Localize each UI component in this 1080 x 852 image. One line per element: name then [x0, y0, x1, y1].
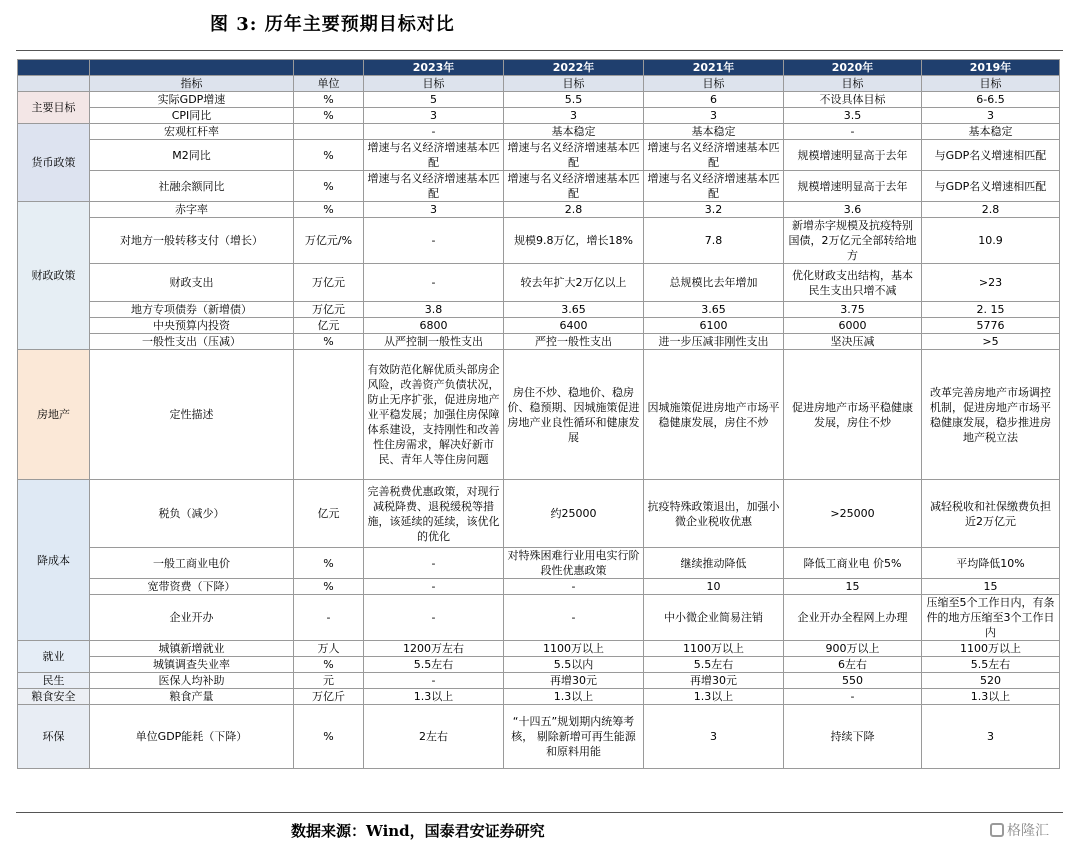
value-cell: 2.8 — [922, 202, 1060, 218]
header-blank — [18, 60, 90, 76]
indicator-cell: 社融余额同比 — [90, 171, 294, 202]
value-cell: 2左右 — [364, 705, 504, 769]
value-cell: 增速与名义经济增速基本匹配 — [364, 140, 504, 171]
value-cell: - — [504, 579, 644, 595]
value-cell: 与GDP名义增速相匹配 — [922, 140, 1060, 171]
value-cell: 中小微企业简易注销 — [644, 595, 784, 641]
indicator-cell: 单位GDP能耗（下降） — [90, 705, 294, 769]
value-cell: 规模增速明显高于去年 — [784, 140, 922, 171]
value-cell: 520 — [922, 673, 1060, 689]
indicator-cell: 医保人均补助 — [90, 673, 294, 689]
value-cell: 3.75 — [784, 302, 922, 318]
category-cell: 就业 — [18, 641, 90, 673]
value-cell: 抗疫特殊政策退出，加强小微企业税收优惠 — [644, 480, 784, 548]
indicator-cell: CPI同比 — [90, 108, 294, 124]
indicator-cell: 地方专项债券（新增债） — [90, 302, 294, 318]
unit-cell: 万亿斤 — [294, 689, 364, 705]
table-row — [18, 657, 1060, 673]
table-row — [18, 350, 1060, 480]
value-cell: 7.8 — [644, 218, 784, 264]
watermark — [990, 820, 1049, 840]
table-row — [18, 124, 1060, 140]
unit-cell: % — [294, 108, 364, 124]
indicator-cell: 宏观杠杆率 — [90, 124, 294, 140]
indicator-cell: 中央预算内投资 — [90, 318, 294, 334]
table-row — [18, 480, 1060, 548]
unit-cell: 万人 — [294, 641, 364, 657]
value-cell: 6000 — [784, 318, 922, 334]
value-cell: 3 — [644, 108, 784, 124]
value-cell: - — [784, 124, 922, 140]
unit-cell: % — [294, 579, 364, 595]
value-cell: 3 — [364, 108, 504, 124]
value-cell: 3.65 — [504, 302, 644, 318]
value-cell: >23 — [922, 264, 1060, 302]
indicator-cell: 赤字率 — [90, 202, 294, 218]
value-cell: 增速与名义经济增速基本匹配 — [644, 140, 784, 171]
value-cell: 3.8 — [364, 302, 504, 318]
value-cell: 3 — [504, 108, 644, 124]
value-cell: 3 — [644, 705, 784, 769]
header-target: 目标 — [922, 76, 1060, 92]
header-target: 目标 — [644, 76, 784, 92]
table-row — [18, 595, 1060, 641]
value-cell: 2.8 — [504, 202, 644, 218]
table-row — [18, 302, 1060, 318]
value-cell: 5776 — [922, 318, 1060, 334]
value-cell: 1100万以上 — [922, 641, 1060, 657]
indicator-cell: 城镇新增就业 — [90, 641, 294, 657]
value-cell: 2. 15 — [922, 302, 1060, 318]
value-cell: 3.5 — [784, 108, 922, 124]
value-cell: 1.3以上 — [922, 689, 1060, 705]
unit-cell: % — [294, 657, 364, 673]
value-cell: 5 — [364, 92, 504, 108]
category-cell: 房地产 — [18, 350, 90, 480]
table-row — [18, 108, 1060, 124]
value-cell: 降低工商业电 价5% — [784, 548, 922, 579]
indicator-cell: 税负（减少） — [90, 480, 294, 548]
unit-cell: % — [294, 92, 364, 108]
unit-cell — [294, 350, 364, 480]
table-row — [18, 334, 1060, 350]
value-cell: 3 — [922, 108, 1060, 124]
category-cell: 民生 — [18, 673, 90, 689]
value-cell: 10.9 — [922, 218, 1060, 264]
category-cell: 粮食安全 — [18, 689, 90, 705]
value-cell: 再增30元 — [644, 673, 784, 689]
value-cell: 3.65 — [644, 302, 784, 318]
table-row — [18, 140, 1060, 171]
value-cell: 不设具体目标 — [784, 92, 922, 108]
indicator-cell: 实际GDP增速 — [90, 92, 294, 108]
value-cell: 1200万左右 — [364, 641, 504, 657]
unit-cell: % — [294, 548, 364, 579]
value-cell: 总规模比去年增加 — [644, 264, 784, 302]
value-cell: 增速与名义经济增速基本匹配 — [644, 171, 784, 202]
value-cell: 规模9.8万亿，增长18% — [504, 218, 644, 264]
category-cell: 财政政策 — [18, 202, 90, 350]
value-cell: 6-6.5 — [922, 92, 1060, 108]
value-cell: 15 — [784, 579, 922, 595]
value-cell: - — [364, 673, 504, 689]
value-cell: - — [364, 579, 504, 595]
value-cell: 5.5左右 — [922, 657, 1060, 673]
category-cell: 货币政策 — [18, 124, 90, 202]
value-cell: 新增赤字规模及抗疫特别国债，2万亿元全部转给地方 — [784, 218, 922, 264]
value-cell: 1100万以上 — [504, 641, 644, 657]
unit-cell — [294, 124, 364, 140]
value-cell: 6左右 — [784, 657, 922, 673]
value-cell: 房住不炒、稳地价、稳房价、稳预期、因城施策促进房地产业良性循环和健康发展 — [504, 350, 644, 480]
indicator-cell: 一般工商业电价 — [90, 548, 294, 579]
value-cell: 1100万以上 — [644, 641, 784, 657]
value-cell: >25000 — [784, 480, 922, 548]
value-cell: 6400 — [504, 318, 644, 334]
table-row — [18, 689, 1060, 705]
value-cell: 继续推动降低 — [644, 548, 784, 579]
indicator-cell: M2同比 — [90, 140, 294, 171]
unit-cell: % — [294, 202, 364, 218]
indicator-cell: 一般性支出（压减） — [90, 334, 294, 350]
value-cell: 进一步压减非刚性支出 — [644, 334, 784, 350]
value-cell: 从严控制一般性支出 — [364, 334, 504, 350]
value-cell: 再增30元 — [504, 673, 644, 689]
value-cell: 15 — [922, 579, 1060, 595]
value-cell: 对特殊困难行业用电实行阶段性优惠政策 — [504, 548, 644, 579]
value-cell: 6 — [644, 92, 784, 108]
category-cell: 主要目标 — [18, 92, 90, 124]
value-cell: “十四五”规划期内统筹考核， 剔除新增可再生能源和原料用能 — [504, 705, 644, 769]
value-cell: 压缩至5个工作日内，有条件的地方压缩至3个工作日内 — [922, 595, 1060, 641]
table-row — [18, 548, 1060, 579]
value-cell: 与GDP名义增速相匹配 — [922, 171, 1060, 202]
value-cell: 平均降低10% — [922, 548, 1060, 579]
value-cell: 3.6 — [784, 202, 922, 218]
value-cell: - — [364, 264, 504, 302]
value-cell: 规模增速明显高于去年 — [784, 171, 922, 202]
watermark-logo-icon — [990, 823, 1004, 837]
header-indicator: 指标 — [90, 76, 294, 92]
top-rule — [16, 50, 1063, 51]
table-row — [18, 318, 1060, 334]
value-cell: 增速与名义经济增速基本匹配 — [504, 140, 644, 171]
header-blank — [90, 60, 294, 76]
value-cell: 5.5左右 — [644, 657, 784, 673]
value-cell: 完善税费优惠政策，对现行减税降费、退税缓税等措施，该延续的延续，该优化的优化 — [364, 480, 504, 548]
unit-cell: % — [294, 171, 364, 202]
header-target: 目标 — [784, 76, 922, 92]
unit-cell: 元 — [294, 673, 364, 689]
unit-cell: 万亿元 — [294, 264, 364, 302]
value-cell: 10 — [644, 579, 784, 595]
unit-cell: % — [294, 140, 364, 171]
indicator-cell: 定性描述 — [90, 350, 294, 480]
value-cell: 基本稳定 — [644, 124, 784, 140]
value-cell: 1.3以上 — [504, 689, 644, 705]
value-cell: 有效防范化解优质头部房企风险，改善资产负债状况，防止无序扩张，促进房地产业平稳发展；加强住房保障体系建设，支持刚性和改善性住房需求，解决好新市民、青年人等住房问题 — [364, 350, 504, 480]
value-cell: 1.3以上 — [364, 689, 504, 705]
indicator-cell: 财政支出 — [90, 264, 294, 302]
value-cell: 增速与名义经济增速基本匹配 — [504, 171, 644, 202]
indicator-cell: 城镇调查失业率 — [90, 657, 294, 673]
value-cell: >5 — [922, 334, 1060, 350]
targets-table — [17, 59, 1060, 769]
source-note: 数据来源：Wind，国泰君安证券研究 — [291, 822, 545, 840]
unit-cell: % — [294, 334, 364, 350]
value-cell: 促进房地产市场平稳健康发展，房住不炒 — [784, 350, 922, 480]
value-cell: 1.3以上 — [644, 689, 784, 705]
figure-title: 图 3: 历年主要预期目标对比 — [210, 14, 455, 35]
year-2020: 2020年 — [784, 60, 922, 76]
indicator-cell: 粮食产量 — [90, 689, 294, 705]
header-target: 目标 — [364, 76, 504, 92]
unit-cell: 万亿元/% — [294, 218, 364, 264]
label-header-row — [18, 76, 1060, 92]
table-row — [18, 579, 1060, 595]
value-cell: - — [364, 595, 504, 641]
header-unit: 单位 — [294, 76, 364, 92]
value-cell: 约25000 — [504, 480, 644, 548]
indicator-cell: 宽带资费（下降） — [90, 579, 294, 595]
table-row — [18, 202, 1060, 218]
year-header-row — [18, 60, 1060, 76]
value-cell: 减轻税收和社保缴费负担近2万亿元 — [922, 480, 1060, 548]
year-2022: 2022年 — [504, 60, 644, 76]
value-cell: 优化财政支出结构，基本民生支出只增不减 — [784, 264, 922, 302]
unit-cell: 万亿元 — [294, 302, 364, 318]
value-cell: 增速与名义经济增速基本匹配 — [364, 171, 504, 202]
table-row — [18, 171, 1060, 202]
value-cell: 5.5 — [504, 92, 644, 108]
table-row — [18, 218, 1060, 264]
table-row — [18, 705, 1060, 769]
table-row — [18, 641, 1060, 657]
value-cell: 坚决压减 — [784, 334, 922, 350]
value-cell: 3 — [364, 202, 504, 218]
value-cell: - — [784, 689, 922, 705]
value-cell: 严控一般性支出 — [504, 334, 644, 350]
header-target: 目标 — [504, 76, 644, 92]
value-cell: 持续下降 — [784, 705, 922, 769]
value-cell: - — [364, 124, 504, 140]
value-cell: 改革完善房地产市场调控机制，促进房地产市场平稳健康发展，稳步推进房地产税立法 — [922, 350, 1060, 480]
category-cell: 降成本 — [18, 480, 90, 641]
header-blank — [294, 60, 364, 76]
year-2023: 2023年 — [364, 60, 504, 76]
value-cell: 3 — [922, 705, 1060, 769]
value-cell: 较去年扩大2万亿以上 — [504, 264, 644, 302]
value-cell: 因城施策促进房地产市场平稳健康发展，房住不炒 — [644, 350, 784, 480]
value-cell: 6100 — [644, 318, 784, 334]
bottom-rule — [16, 812, 1063, 813]
year-2021: 2021年 — [644, 60, 784, 76]
value-cell: - — [364, 548, 504, 579]
unit-cell: % — [294, 705, 364, 769]
value-cell: 5.5以内 — [504, 657, 644, 673]
header-blank — [18, 76, 90, 92]
value-cell: 3.2 — [644, 202, 784, 218]
year-2019: 2019年 — [922, 60, 1060, 76]
unit-cell: 亿元 — [294, 480, 364, 548]
value-cell: 900万以上 — [784, 641, 922, 657]
table-row — [18, 673, 1060, 689]
unit-cell: - — [294, 595, 364, 641]
value-cell: - — [364, 218, 504, 264]
indicator-cell: 企业开办 — [90, 595, 294, 641]
value-cell: 550 — [784, 673, 922, 689]
value-cell: - — [504, 595, 644, 641]
value-cell: 企业开办全程网上办理 — [784, 595, 922, 641]
indicator-cell: 对地方一般转移支付（增长） — [90, 218, 294, 264]
value-cell: 基本稳定 — [922, 124, 1060, 140]
value-cell: 基本稳定 — [504, 124, 644, 140]
category-cell: 环保 — [18, 705, 90, 769]
table-row — [18, 92, 1060, 108]
table-row — [18, 264, 1060, 302]
value-cell: 5.5左右 — [364, 657, 504, 673]
value-cell: 6800 — [364, 318, 504, 334]
unit-cell: 亿元 — [294, 318, 364, 334]
watermark-text: 格隆汇 — [1007, 823, 1049, 839]
